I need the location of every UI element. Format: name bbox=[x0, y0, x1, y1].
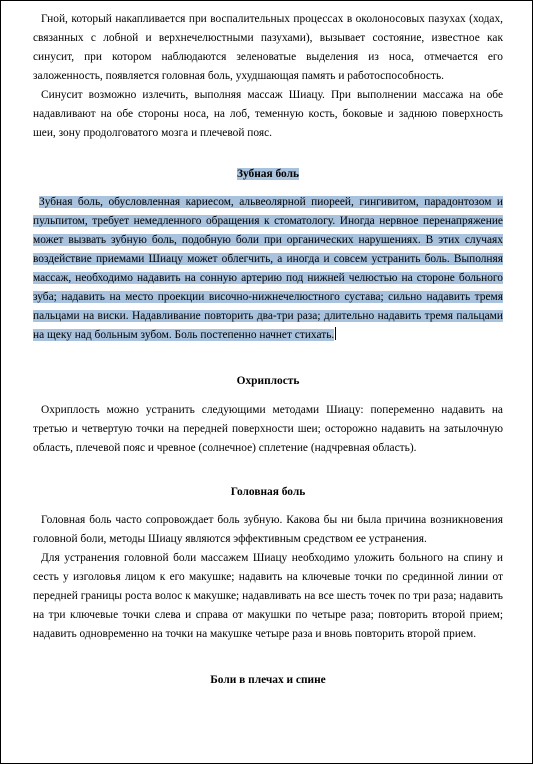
heading-toothache bbox=[33, 165, 503, 184]
heading-shoulder-back-pain: Боли в плечах и спине bbox=[210, 674, 326, 686]
heading-headache: Головная боль bbox=[230, 486, 306, 498]
document-body[interactable] bbox=[33, 10, 503, 690]
selection-highlight: Зубная боль, обусловленная кариесом, альвеолярной пиореей, гингивитом, парадонтозом и пульпитом, требует немедленного обращения к стоматологу. Иногда нервное перенапряжение может вызвать зубную боль, подобную боли при органических нарушениях. В этих случаях воздействие приемами Шиацу может облегчить, а иногда и совсем устранить боль. Выполняя массаж, необходимо надавить на сонную артерию под нижней челюстью на стороне больного зуба; надавить на место проекции височно-нижнечелюстного сустава; сильно надавить тремя пальцами на виски. Надавливание повторить два-три раза; длительно надавить тремя пальцами на щеку над больным зубом. Боль постепенно начнет стихать. bbox=[33, 196, 503, 341]
paragraph-headache-treatment: Для устранения головной боли массажем Шиацу необходимо уложить больного на спину и сесть у изголовья лицом к его макушке; надавить на ключевые точки по срединной линии от передней границы роста волос к макушке; надавливать на все шесть точек по три раза; надавить на три ключевые точки слева и справа от макушки по четыре раза; повторить второй прием; надавить одновременно на точки на макушке четыре раза и вновь повторить второй прием. bbox=[33, 552, 503, 640]
selection-highlight: Зубная боль bbox=[236, 168, 300, 180]
paragraph-sinusitis-intro: Гной, который накапливается при воспалительных процессах в околоносовых пазухах (ходах, связанных с лобной и верхнечелюстными пазухами), вызывает состояние, известное как синусит, при котором наблюдаются зеленоватые выделения из носа, отмечается его заложенность, появляется головная боль, ухудшающая память и работоспособность. bbox=[33, 13, 503, 82]
paragraph-sinusitis-treatment: Синусит возможно излечить, выполняя массаж Шиацу. При выполнении массажа на обе надавливают на обе стороны носа, на лоб, теменную кость, боковые и заднюю поверхность шеи, зону продолговатого мозга и плечевой пояс. bbox=[33, 89, 503, 139]
paragraph-headache-intro: Головная боль часто сопровождает боль зубную. Какова бы ни была причина возникновения головной боли, методы Шиацу являются эффективным средством ее устранения. bbox=[33, 514, 503, 545]
paragraph-toothache bbox=[33, 193, 503, 345]
text-cursor bbox=[335, 327, 336, 340]
heading-hoarseness: Охриплость bbox=[236, 375, 300, 387]
paragraph-hoarseness: Охриплость можно устранить следующими методами Шиацу: попеременно надавить на третью и четвертую точки на передней поверхности шеи; осторожно надавить на затылочную область, плечевой пояс и чревное (солнечное) сплетение (надчревная область). bbox=[33, 404, 503, 454]
